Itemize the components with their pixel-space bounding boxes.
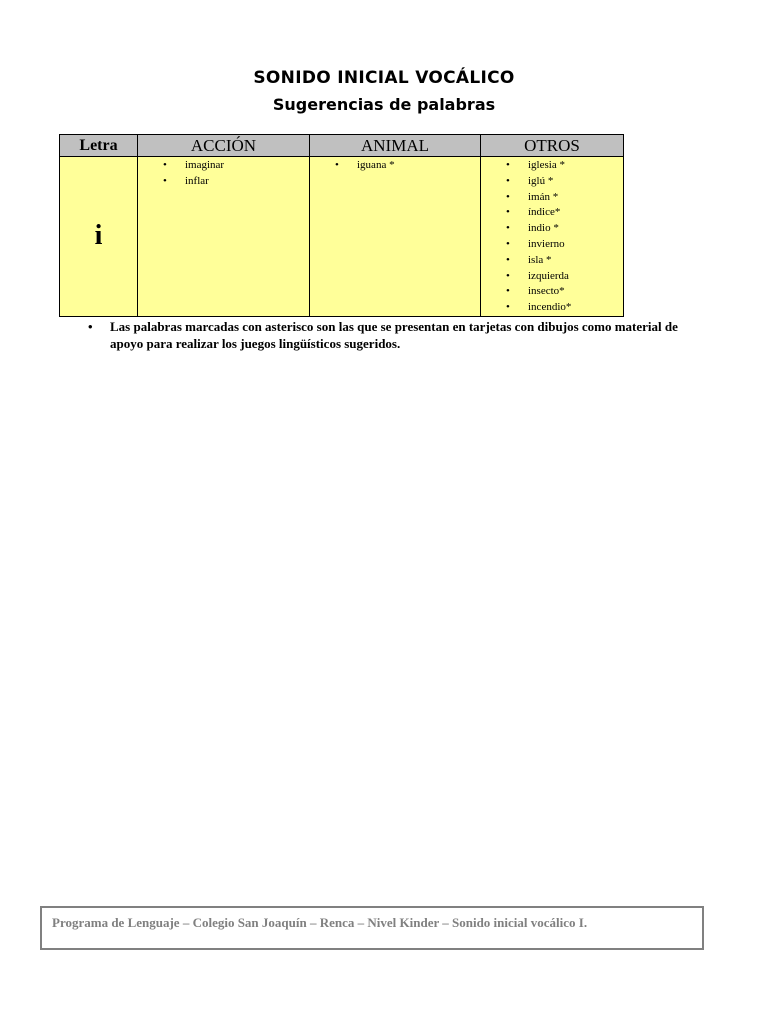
otros-cell [481,157,624,317]
list-item: • izquierda [506,269,623,285]
list-item: • iglesia * [506,158,623,174]
letter-cell: i [60,157,138,317]
accion-list [138,158,309,190]
list-item: • iglú * [506,174,623,190]
list-item: • invierno [506,237,623,253]
list-item: • isla * [506,253,623,269]
list-item: • inflar [163,174,309,190]
animal-cell [310,157,481,317]
note-text: Las palabras marcadas con asterisco son las que se presentan en tarjetas con dibujos como material de apoyo para realizar los juegos lingüísticos sugeridos. [110,319,678,351]
document-title: SONIDO INICIAL VOCÁLICO [253,68,515,88]
otros-list [481,158,623,316]
list-item: • imán * [506,190,623,206]
list-item: • incendio* [506,300,623,316]
asterisk-note [88,318,708,352]
word-suggestions-table [59,134,624,317]
accion-cell [138,157,310,317]
header-letra: Letra [60,135,138,157]
list-item: • índice* [506,205,623,221]
footer-text: Programa de Lenguaje – Colegio San Joaquín – Renca – Nivel Kinder – Sonido inicial vocálico I. [52,915,588,930]
table-header-row [60,135,624,157]
header-accion: ACCIÓN [138,135,310,157]
note-bullet: • [88,319,93,334]
animal-list [310,158,480,174]
header-animal: ANIMAL [310,135,481,157]
table-row [60,157,624,317]
list-item: • indio * [506,221,623,237]
list-item: • imaginar [163,158,309,174]
page-footer [40,906,704,950]
list-item: • insecto* [506,284,623,300]
document-subtitle: Sugerencias de palabras [272,95,496,114]
list-item: • iguana * [335,158,480,174]
header-otros: OTROS [481,135,624,157]
